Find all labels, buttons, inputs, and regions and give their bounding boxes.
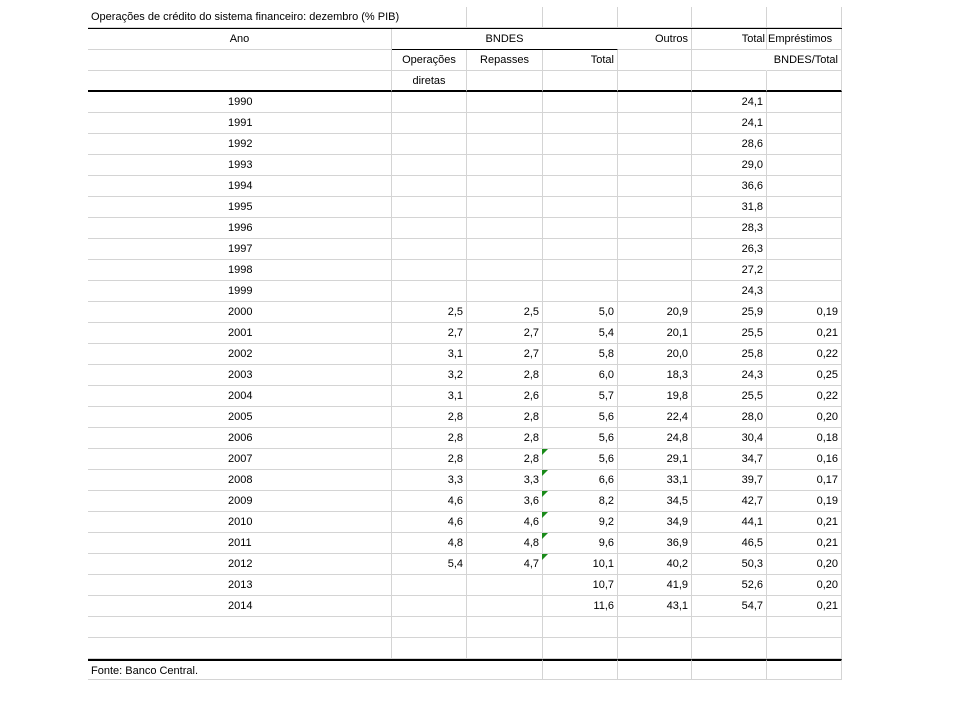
cell-operacoes-diretas[interactable]	[392, 176, 467, 197]
cell-bndes-total[interactable]: 10,1	[543, 554, 618, 575]
table-row	[88, 92, 842, 113]
cell-total[interactable]: 54,7	[692, 596, 767, 617]
header-bndes-total-ratio[interactable]: BNDES/Total	[767, 50, 842, 71]
empty-cell[interactable]	[88, 50, 392, 71]
table-row	[88, 491, 842, 512]
cell-ano[interactable]: 1996	[88, 218, 392, 239]
cell-bndes-total[interactable]: 5,6	[543, 449, 618, 470]
table-row	[88, 134, 842, 155]
cell-ano[interactable]: 2005	[88, 407, 392, 428]
empty-cell[interactable]	[618, 7, 692, 28]
data-rows	[88, 92, 842, 617]
cell-ano[interactable]: 2013	[88, 575, 392, 596]
cell-total[interactable]: 28,3	[692, 218, 767, 239]
table-row	[88, 302, 842, 323]
cell-outros[interactable]: 34,9	[618, 512, 692, 533]
table-row	[88, 512, 842, 533]
empty-cell[interactable]	[767, 71, 842, 92]
cell-total[interactable]: 25,9	[692, 302, 767, 323]
cell-outros[interactable]: 29,1	[618, 449, 692, 470]
table-row	[88, 323, 842, 344]
empty-cell[interactable]	[467, 7, 543, 28]
cell-ano[interactable]: 2000	[88, 302, 392, 323]
comment-marker-icon	[542, 491, 548, 497]
cell-bndes-total[interactable]: 5,0	[543, 302, 618, 323]
cell-outros[interactable]: 36,9	[618, 533, 692, 554]
cell-bndes-total[interactable]	[543, 134, 618, 155]
empty-cell[interactable]	[543, 638, 618, 659]
cell-ano[interactable]: 2010	[88, 512, 392, 533]
cell-operacoes-diretas[interactable]	[392, 575, 467, 596]
table-row	[88, 554, 842, 575]
cell-operacoes-diretas[interactable]	[392, 281, 467, 302]
header-outros[interactable]: Outros	[618, 29, 692, 50]
title-row	[88, 7, 842, 28]
cell-total[interactable]: 46,5	[692, 533, 767, 554]
cell-bndes-total[interactable]: 8,2	[543, 491, 618, 512]
cell-outros[interactable]: 20,1	[618, 323, 692, 344]
cell-emprestimos-ratio[interactable]	[767, 239, 842, 260]
cell-bndes-total[interactable]	[543, 176, 618, 197]
header-ano[interactable]: Ano	[88, 29, 392, 50]
empty-cell[interactable]	[767, 659, 842, 680]
cell-total[interactable]: 42,7	[692, 491, 767, 512]
cell-operacoes-diretas[interactable]	[392, 596, 467, 617]
cell-repasses[interactable]: 4,8	[467, 533, 543, 554]
cell-ano[interactable]: 2007	[88, 449, 392, 470]
empty-row	[88, 617, 842, 638]
cell-bndes-total[interactable]: 9,6	[543, 533, 618, 554]
cell-bndes-total[interactable]	[543, 281, 618, 302]
empty-cell[interactable]	[392, 617, 467, 638]
empty-cell[interactable]	[543, 7, 618, 28]
cell-ano[interactable]: 2014	[88, 596, 392, 617]
cell-operacoes-diretas[interactable]: 2,5	[392, 302, 467, 323]
cell-outros[interactable]	[618, 218, 692, 239]
comment-marker-icon	[542, 512, 548, 518]
empty-cell[interactable]	[467, 617, 543, 638]
empty-cell[interactable]	[618, 71, 692, 92]
header-row-1	[88, 28, 842, 50]
empty-cell[interactable]	[692, 659, 767, 680]
cell-bndes-total[interactable]: 6,0	[543, 365, 618, 386]
source-row	[88, 659, 842, 680]
empty-cell[interactable]	[88, 638, 392, 659]
cell-bndes-total[interactable]	[543, 260, 618, 281]
cell-outros[interactable]: 19,8	[618, 386, 692, 407]
cell-repasses[interactable]: 2,6	[467, 386, 543, 407]
cell-repasses[interactable]: 2,7	[467, 344, 543, 365]
cell-emprestimos-ratio[interactable]	[767, 218, 842, 239]
cell-ano[interactable]: 2006	[88, 428, 392, 449]
cell-ano[interactable]: 2011	[88, 533, 392, 554]
table-row	[88, 449, 842, 470]
cell-operacoes-diretas[interactable]: 3,2	[392, 365, 467, 386]
cell-emprestimos-ratio[interactable]: 0,22	[767, 386, 842, 407]
table-row	[88, 113, 842, 134]
cell-total[interactable]: 26,3	[692, 239, 767, 260]
cell-total[interactable]: 39,7	[692, 470, 767, 491]
cell-repasses[interactable]: 3,6	[467, 491, 543, 512]
cell-ano[interactable]: 1995	[88, 197, 392, 218]
cell-operacoes-diretas[interactable]: 3,1	[392, 386, 467, 407]
cell-emprestimos-ratio[interactable]: 0,17	[767, 470, 842, 491]
cell-repasses[interactable]	[467, 281, 543, 302]
cell-outros[interactable]	[618, 239, 692, 260]
cell-emprestimos-ratio[interactable]	[767, 134, 842, 155]
cell-operacoes-diretas[interactable]: 2,7	[392, 323, 467, 344]
cell-ano[interactable]: 1998	[88, 260, 392, 281]
empty-cell[interactable]	[767, 7, 842, 28]
cell-operacoes-diretas[interactable]: 2,8	[392, 407, 467, 428]
cell-outros[interactable]: 40,2	[618, 554, 692, 575]
empty-cell[interactable]	[543, 71, 618, 92]
cell-outros[interactable]: 43,1	[618, 596, 692, 617]
table-row	[88, 428, 842, 449]
cell-repasses[interactable]	[467, 596, 543, 617]
empty-cell[interactable]	[692, 638, 767, 659]
cell-repasses[interactable]	[467, 197, 543, 218]
table-row	[88, 596, 842, 617]
cell-outros[interactable]	[618, 260, 692, 281]
cell-total[interactable]: 28,0	[692, 407, 767, 428]
cell-total[interactable]: 25,8	[692, 344, 767, 365]
cell-total[interactable]: 30,4	[692, 428, 767, 449]
cell-total[interactable]: 36,6	[692, 176, 767, 197]
cell-bndes-total[interactable]	[543, 218, 618, 239]
cell-operacoes-diretas[interactable]: 2,8	[392, 428, 467, 449]
cell-ano[interactable]: 2001	[88, 323, 392, 344]
cell-emprestimos-ratio[interactable]: 0,25	[767, 365, 842, 386]
cell-ano[interactable]: 2003	[88, 365, 392, 386]
cell-outros[interactable]: 41,9	[618, 575, 692, 596]
cell-emprestimos-ratio[interactable]: 0,20	[767, 407, 842, 428]
cell-outros[interactable]: 18,3	[618, 365, 692, 386]
empty-cell[interactable]	[543, 659, 618, 680]
cell-outros[interactable]: 24,8	[618, 428, 692, 449]
cell-total[interactable]: 44,1	[692, 512, 767, 533]
cell-ano[interactable]: 2012	[88, 554, 392, 575]
cell-total[interactable]: 52,6	[692, 575, 767, 596]
cell-total[interactable]: 34,7	[692, 449, 767, 470]
table-row	[88, 260, 842, 281]
cell-emprestimos-ratio[interactable]: 0,21	[767, 512, 842, 533]
cell-ano[interactable]: 2009	[88, 491, 392, 512]
empty-cell[interactable]	[467, 659, 543, 680]
table-row	[88, 281, 842, 302]
cell-emprestimos-ratio[interactable]: 0,21	[767, 533, 842, 554]
cell-operacoes-diretas[interactable]: 4,6	[392, 491, 467, 512]
table-row	[88, 470, 842, 491]
cell-repasses[interactable]: 4,7	[467, 554, 543, 575]
source-note[interactable]: Fonte: Banco Central.	[88, 659, 467, 680]
cell-ano[interactable]: 1992	[88, 134, 392, 155]
cell-ano[interactable]: 2004	[88, 386, 392, 407]
header-row-2	[88, 50, 842, 71]
cell-total[interactable]: 25,5	[692, 323, 767, 344]
cell-total[interactable]: 24,1	[692, 92, 767, 113]
cell-outros[interactable]	[618, 155, 692, 176]
cell-outros[interactable]: 34,5	[618, 491, 692, 512]
empty-cell[interactable]	[692, 50, 767, 71]
table-row	[88, 155, 842, 176]
table-row	[88, 197, 842, 218]
cell-operacoes-diretas[interactable]	[392, 197, 467, 218]
cell-total[interactable]: 28,6	[692, 134, 767, 155]
cell-outros[interactable]	[618, 176, 692, 197]
cell-repasses[interactable]	[467, 113, 543, 134]
cell-ano[interactable]: 1993	[88, 155, 392, 176]
table-row	[88, 533, 842, 554]
cell-repasses[interactable]: 4,6	[467, 512, 543, 533]
cell-emprestimos-ratio[interactable]	[767, 92, 842, 113]
cell-repasses[interactable]: 2,8	[467, 449, 543, 470]
cell-emprestimos-ratio[interactable]	[767, 197, 842, 218]
cell-operacoes-diretas[interactable]: 4,8	[392, 533, 467, 554]
cell-operacoes-diretas[interactable]	[392, 113, 467, 134]
cell-bndes-total[interactable]: 9,2	[543, 512, 618, 533]
comment-marker-icon	[542, 470, 548, 476]
header-operacoes[interactable]: Operações	[392, 50, 467, 71]
cell-bndes-total[interactable]	[543, 155, 618, 176]
cell-bndes-total[interactable]: 11,6	[543, 596, 618, 617]
cell-repasses[interactable]: 2,8	[467, 365, 543, 386]
table-row	[88, 239, 842, 260]
cell-ano[interactable]: 1994	[88, 176, 392, 197]
cell-operacoes-diretas[interactable]: 5,4	[392, 554, 467, 575]
header-bndes[interactable]: BNDES	[392, 29, 618, 50]
cell-emprestimos-ratio[interactable]	[767, 176, 842, 197]
empty-cell[interactable]	[543, 617, 618, 638]
cell-outros[interactable]: 33,1	[618, 470, 692, 491]
header-row-3	[88, 71, 842, 92]
cell-outros[interactable]	[618, 92, 692, 113]
cell-emprestimos-ratio[interactable]	[767, 281, 842, 302]
spreadsheet-table	[88, 7, 842, 680]
table-row	[88, 176, 842, 197]
cell-total[interactable]: 27,2	[692, 260, 767, 281]
table-row	[88, 344, 842, 365]
cell-emprestimos-ratio[interactable]: 0,21	[767, 596, 842, 617]
comment-marker-icon	[542, 533, 548, 539]
cell-repasses[interactable]	[467, 176, 543, 197]
cell-bndes-total[interactable]: 10,7	[543, 575, 618, 596]
comment-marker-icon	[542, 449, 548, 455]
cell-repasses[interactable]: 2,8	[467, 407, 543, 428]
table-row	[88, 365, 842, 386]
header-emprestimos[interactable]: Empréstimos	[767, 29, 842, 50]
header-total[interactable]: Total	[692, 29, 767, 50]
cell-operacoes-diretas[interactable]	[392, 134, 467, 155]
cell-ano[interactable]: 2008	[88, 470, 392, 491]
cell-operacoes-diretas[interactable]: 4,6	[392, 512, 467, 533]
cell-emprestimos-ratio[interactable]	[767, 260, 842, 281]
cell-outros[interactable]: 22,4	[618, 407, 692, 428]
cell-total[interactable]: 24,1	[692, 113, 767, 134]
cell-emprestimos-ratio[interactable]: 0,16	[767, 449, 842, 470]
cell-bndes-total[interactable]: 5,8	[543, 344, 618, 365]
cell-bndes-total[interactable]	[543, 113, 618, 134]
cell-total[interactable]: 29,0	[692, 155, 767, 176]
empty-cell[interactable]	[467, 71, 543, 92]
cell-total[interactable]: 24,3	[692, 365, 767, 386]
cell-outros[interactable]: 20,0	[618, 344, 692, 365]
empty-cell[interactable]	[767, 638, 842, 659]
cell-bndes-total[interactable]	[543, 239, 618, 260]
header-diretas[interactable]: diretas	[392, 71, 467, 92]
table-row	[88, 386, 842, 407]
cell-emprestimos-ratio[interactable]: 0,19	[767, 302, 842, 323]
cell-repasses[interactable]: 2,8	[467, 428, 543, 449]
cell-emprestimos-ratio[interactable]	[767, 113, 842, 134]
table-row	[88, 575, 842, 596]
table-title[interactable]: Operações de crédito do sistema financeiro: dezembro (% PIB)	[88, 7, 467, 28]
comment-marker-icon	[542, 554, 548, 560]
cell-repasses[interactable]: 3,3	[467, 470, 543, 491]
cell-bndes-total[interactable]	[543, 197, 618, 218]
cell-total[interactable]: 24,3	[692, 281, 767, 302]
empty-cell[interactable]	[392, 638, 467, 659]
cell-operacoes-diretas[interactable]: 3,3	[392, 470, 467, 491]
cell-repasses[interactable]: 2,7	[467, 323, 543, 344]
cell-operacoes-diretas[interactable]: 3,1	[392, 344, 467, 365]
cell-emprestimos-ratio[interactable]: 0,18	[767, 428, 842, 449]
cell-outros[interactable]	[618, 197, 692, 218]
empty-cell[interactable]	[618, 659, 692, 680]
cell-ano[interactable]: 2002	[88, 344, 392, 365]
header-bndes-total[interactable]: Total	[543, 50, 618, 71]
cell-bndes-total[interactable]: 5,6	[543, 428, 618, 449]
cell-repasses[interactable]	[467, 575, 543, 596]
cell-repasses[interactable]	[467, 260, 543, 281]
empty-cell[interactable]	[692, 617, 767, 638]
cell-ano[interactable]: 1991	[88, 113, 392, 134]
cell-repasses[interactable]	[467, 218, 543, 239]
cell-emprestimos-ratio[interactable]: 0,19	[767, 491, 842, 512]
cell-outros[interactable]: 20,9	[618, 302, 692, 323]
empty-cell[interactable]	[767, 617, 842, 638]
cell-operacoes-diretas[interactable]	[392, 260, 467, 281]
cell-total[interactable]: 50,3	[692, 554, 767, 575]
table-row	[88, 218, 842, 239]
cell-bndes-total[interactable]: 5,7	[543, 386, 618, 407]
cell-total[interactable]: 25,5	[692, 386, 767, 407]
cell-emprestimos-ratio[interactable]: 0,21	[767, 323, 842, 344]
cell-outros[interactable]	[618, 113, 692, 134]
empty-cell[interactable]	[692, 7, 767, 28]
cell-outros[interactable]	[618, 281, 692, 302]
cell-ano[interactable]: 1990	[88, 92, 392, 113]
cell-bndes-total[interactable]	[543, 92, 618, 113]
cell-total[interactable]: 31,8	[692, 197, 767, 218]
cell-bndes-total[interactable]: 5,4	[543, 323, 618, 344]
cell-repasses[interactable]	[467, 155, 543, 176]
cell-emprestimos-ratio[interactable]: 0,20	[767, 575, 842, 596]
cell-outros[interactable]	[618, 134, 692, 155]
empty-row	[88, 638, 842, 659]
cell-emprestimos-ratio[interactable]: 0,22	[767, 344, 842, 365]
cell-emprestimos-ratio[interactable]: 0,20	[767, 554, 842, 575]
empty-rows	[88, 617, 842, 659]
table-row	[88, 407, 842, 428]
cell-repasses[interactable]	[467, 92, 543, 113]
cell-repasses[interactable]	[467, 134, 543, 155]
cell-bndes-total[interactable]: 6,6	[543, 470, 618, 491]
empty-cell[interactable]	[467, 638, 543, 659]
empty-cell[interactable]	[618, 617, 692, 638]
empty-cell[interactable]	[618, 50, 692, 71]
cell-bndes-total[interactable]: 5,6	[543, 407, 618, 428]
empty-cell[interactable]	[88, 617, 392, 638]
cell-repasses[interactable]: 2,5	[467, 302, 543, 323]
empty-cell[interactable]	[88, 71, 392, 92]
cell-repasses[interactable]	[467, 239, 543, 260]
cell-ano[interactable]: 1999	[88, 281, 392, 302]
cell-operacoes-diretas[interactable]	[392, 218, 467, 239]
cell-operacoes-diretas[interactable]: 2,8	[392, 449, 467, 470]
cell-emprestimos-ratio[interactable]	[767, 155, 842, 176]
header-repasses[interactable]: Repasses	[467, 50, 543, 71]
empty-cell[interactable]	[692, 71, 767, 92]
cell-operacoes-diretas[interactable]	[392, 155, 467, 176]
cell-operacoes-diretas[interactable]	[392, 92, 467, 113]
cell-operacoes-diretas[interactable]	[392, 239, 467, 260]
empty-cell[interactable]	[618, 638, 692, 659]
cell-ano[interactable]: 1997	[88, 239, 392, 260]
